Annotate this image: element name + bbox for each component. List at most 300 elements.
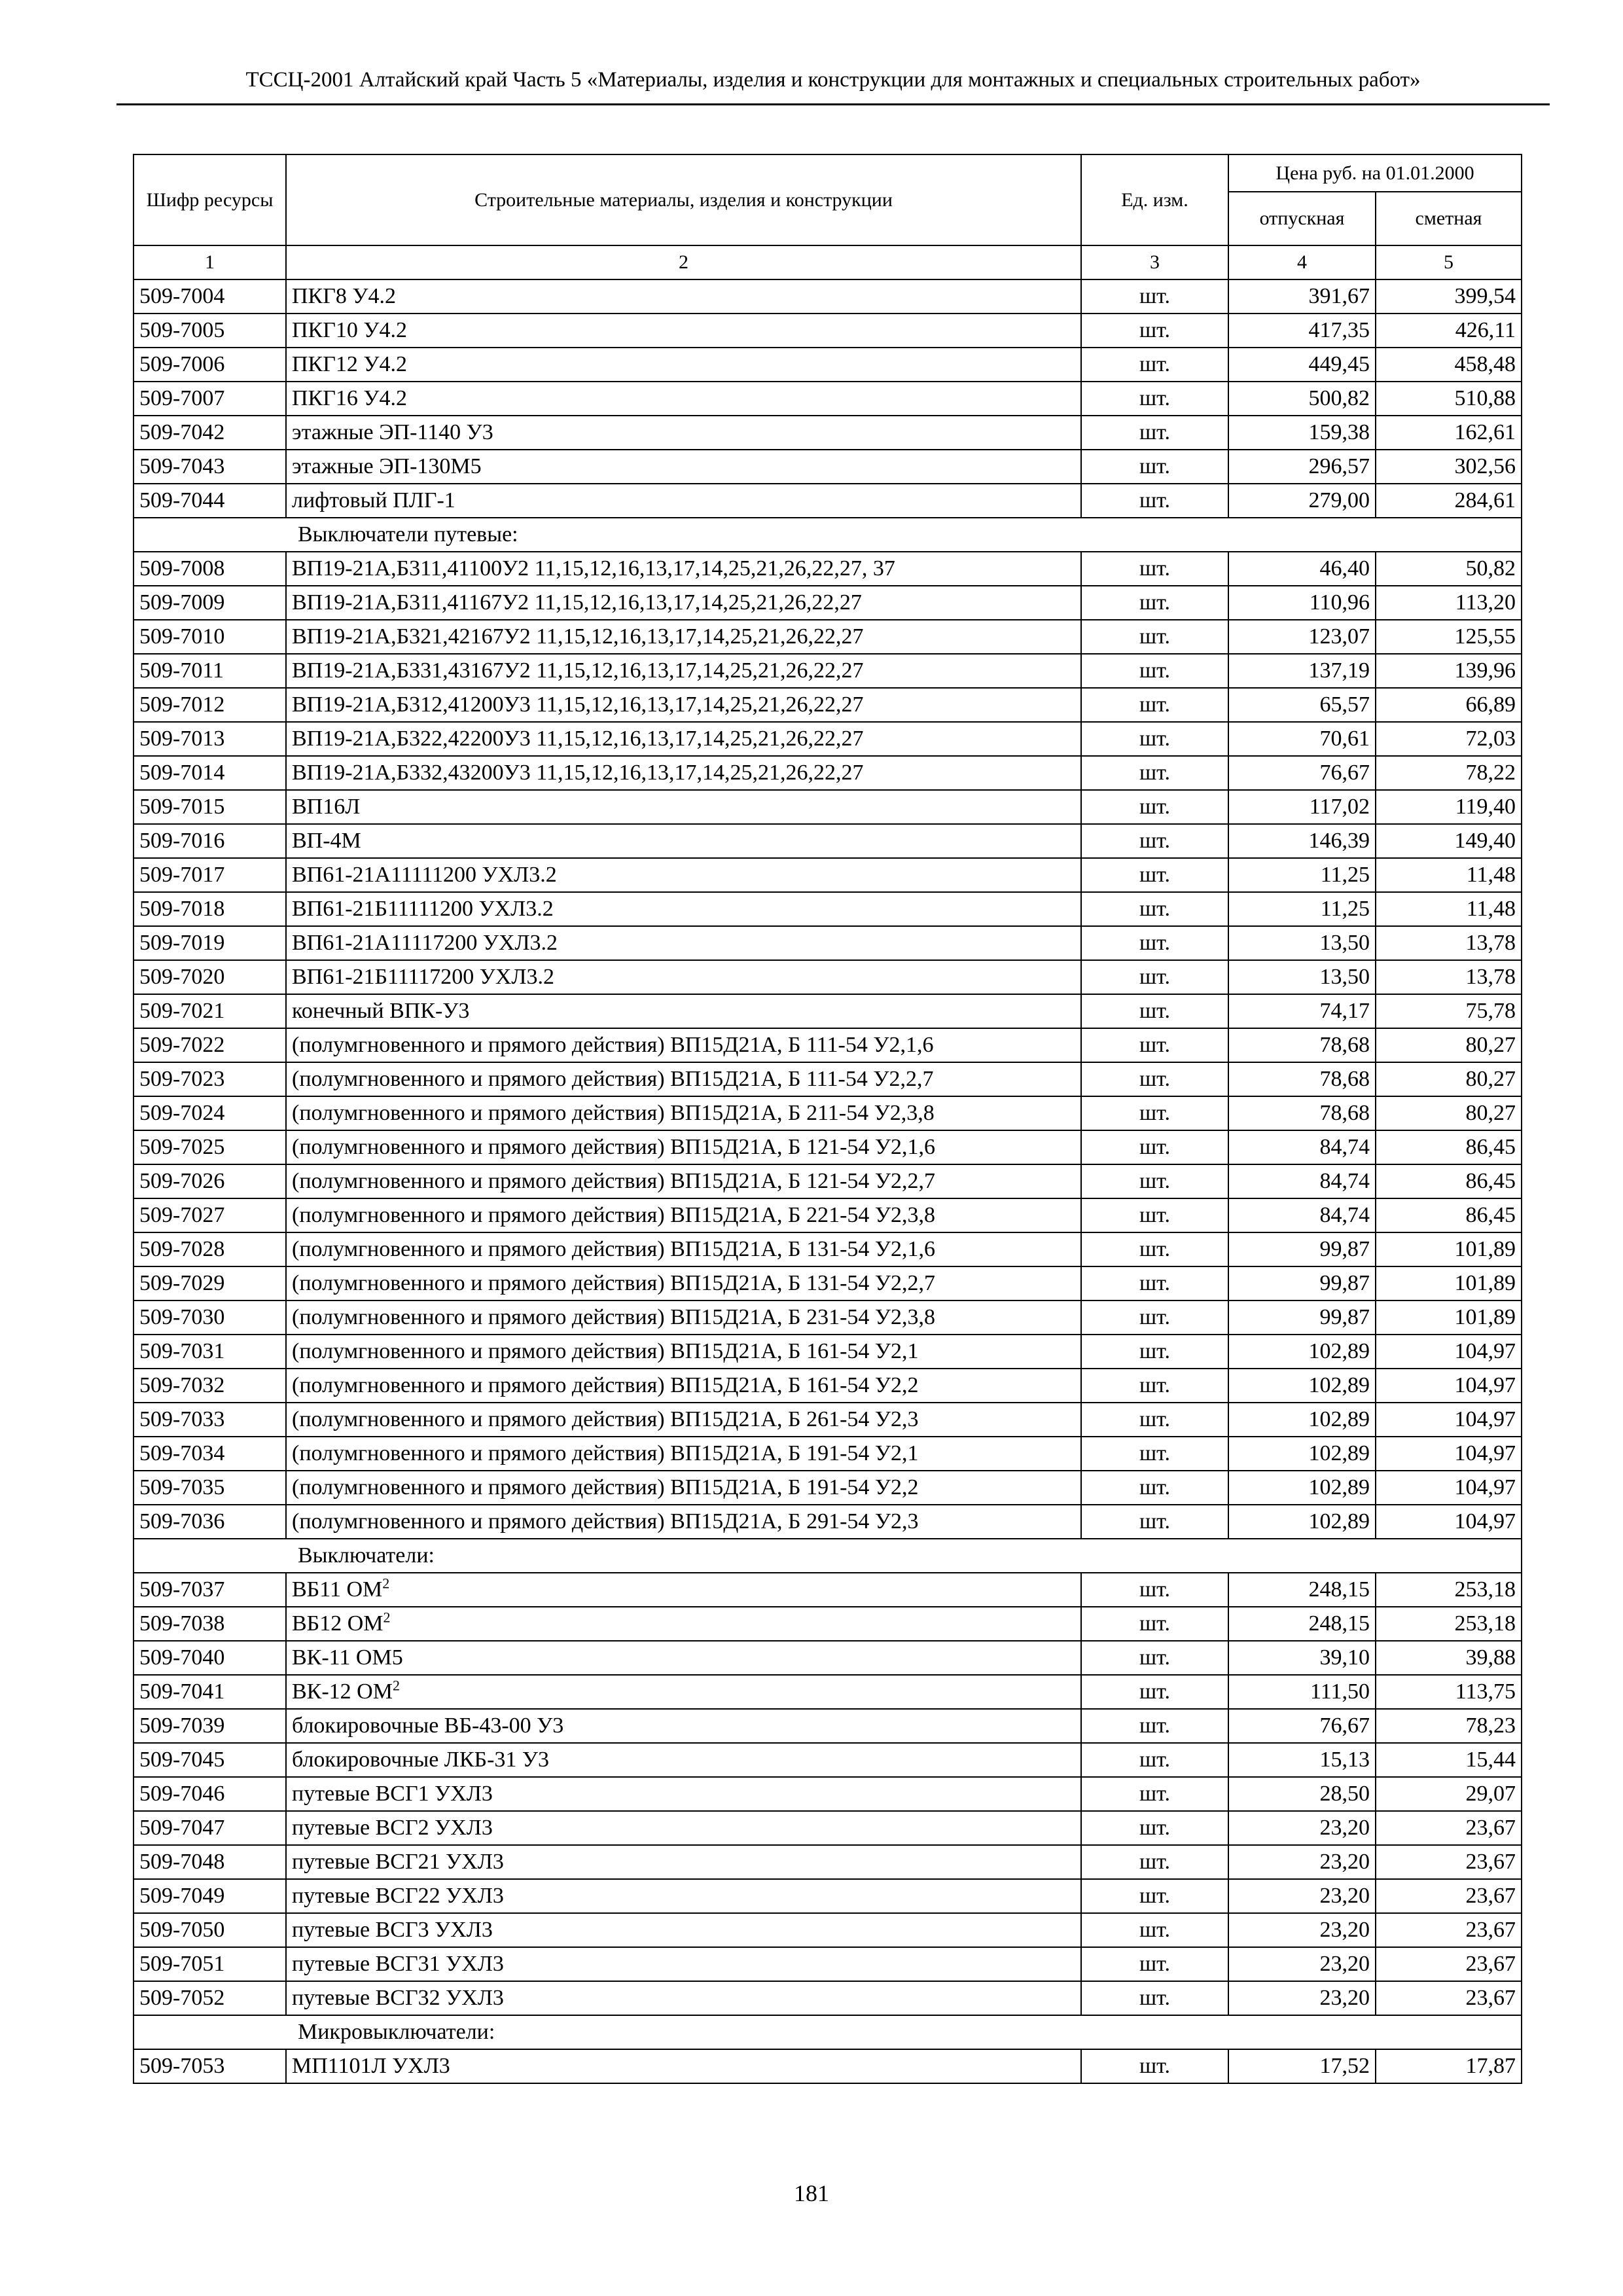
- row-code: 509-7017: [134, 858, 286, 892]
- row-name: (полумгновенного и прямого действия) ВП15Д21А, Б 161-54 У2,2: [286, 1369, 1081, 1403]
- header-release: отпускная: [1228, 192, 1376, 245]
- header-code: Шифр ресурсы: [134, 154, 286, 245]
- row-name: конечный ВПК-У3: [286, 994, 1081, 1028]
- table-row: [134, 1232, 1522, 1266]
- row-code: 509-7012: [134, 688, 286, 722]
- row-unit: шт.: [1081, 1198, 1228, 1232]
- row-unit: шт.: [1081, 1471, 1228, 1505]
- row-release-price: 102,89: [1228, 1505, 1376, 1539]
- row-unit: шт.: [1081, 654, 1228, 688]
- row-code: 509-7022: [134, 1028, 286, 1062]
- row-code: 509-7039: [134, 1709, 286, 1743]
- row-code: 509-7042: [134, 416, 286, 450]
- table-row: [134, 1369, 1522, 1403]
- row-code: 509-7004: [134, 279, 286, 314]
- row-estimate-price: 29,07: [1376, 1777, 1522, 1811]
- row-code: 509-7037: [134, 1573, 286, 1607]
- column-number: 4: [1228, 245, 1376, 279]
- row-name: ВП19-21А,Б322,42200У3 11,15,12,16,13,17,14,25,21,26,22,27: [286, 722, 1081, 756]
- row-unit: шт.: [1081, 1879, 1228, 1913]
- table-row: [134, 1335, 1522, 1369]
- table-row: [134, 1505, 1522, 1539]
- row-estimate-price: 13,78: [1376, 926, 1522, 960]
- row-name: (полумгновенного и прямого действия) ВП15Д21А, Б 111-54 У2,2,7: [286, 1062, 1081, 1096]
- table-row: [134, 484, 1522, 518]
- row-estimate-price: 66,89: [1376, 688, 1522, 722]
- row-estimate-price: 72,03: [1376, 722, 1522, 756]
- row-release-price: 76,67: [1228, 756, 1376, 790]
- row-release-price: 23,20: [1228, 1811, 1376, 1845]
- row-release-price: 102,89: [1228, 1335, 1376, 1369]
- row-release-price: 84,74: [1228, 1164, 1376, 1198]
- row-unit: шт.: [1081, 1437, 1228, 1471]
- row-code: 509-7049: [134, 1879, 286, 1913]
- column-number: 2: [286, 245, 1081, 279]
- row-estimate-price: 23,67: [1376, 1981, 1522, 2015]
- row-unit: шт.: [1081, 1947, 1228, 1981]
- row-name: ПКГ12 У4.2: [286, 348, 1081, 382]
- row-estimate-price: 104,97: [1376, 1335, 1522, 1369]
- row-name: ВП19-21А,Б331,43167У2 11,15,12,16,13,17,14,25,21,26,22,27: [286, 654, 1081, 688]
- row-unit: шт.: [1081, 416, 1228, 450]
- table-row: [134, 756, 1522, 790]
- row-unit: шт.: [1081, 314, 1228, 348]
- table-row: [134, 688, 1522, 722]
- table-row: [134, 279, 1522, 314]
- row-estimate-price: 86,45: [1376, 1130, 1522, 1164]
- row-release-price: 102,89: [1228, 1403, 1376, 1437]
- row-release-price: 13,50: [1228, 926, 1376, 960]
- row-code: 509-7046: [134, 1777, 286, 1811]
- row-estimate-price: 458,48: [1376, 348, 1522, 382]
- row-code: 509-7043: [134, 450, 286, 484]
- row-estimate-price: 426,11: [1376, 314, 1522, 348]
- row-release-price: 28,50: [1228, 1777, 1376, 1811]
- row-code: 509-7027: [134, 1198, 286, 1232]
- price-table: [133, 154, 1522, 2084]
- row-unit: шт.: [1081, 1300, 1228, 1335]
- header-price-group: Цена руб. на 01.01.2000: [1228, 154, 1522, 192]
- row-release-price: 102,89: [1228, 1437, 1376, 1471]
- row-estimate-price: 149,40: [1376, 824, 1522, 858]
- row-name: путевые ВСГ3 УХЛ3: [286, 1913, 1081, 1947]
- row-release-price: 248,15: [1228, 1607, 1376, 1641]
- row-release-price: 17,52: [1228, 2049, 1376, 2083]
- table-row: [134, 314, 1522, 348]
- table-row: [134, 1130, 1522, 1164]
- row-name: (полумгновенного и прямого действия) ВП15Д21А, Б 121-54 У2,1,6: [286, 1130, 1081, 1164]
- row-estimate-price: 510,88: [1376, 382, 1522, 416]
- row-name-text: ВБ11 ОМ: [292, 1577, 383, 1602]
- row-code: 509-7013: [134, 722, 286, 756]
- row-name: (полумгновенного и прямого действия) ВП15Д21А, Б 291-54 У2,3: [286, 1505, 1081, 1539]
- row-unit: шт.: [1081, 552, 1228, 586]
- row-estimate-price: 101,89: [1376, 1266, 1522, 1300]
- row-estimate-price: 104,97: [1376, 1403, 1522, 1437]
- row-unit: шт.: [1081, 586, 1228, 620]
- row-code: 509-7040: [134, 1641, 286, 1675]
- row-release-price: 391,67: [1228, 279, 1376, 314]
- row-name: (полумгновенного и прямого действия) ВП15Д21А, Б 131-54 У2,2,7: [286, 1266, 1081, 1300]
- row-code: 509-7050: [134, 1913, 286, 1947]
- row-release-price: 74,17: [1228, 994, 1376, 1028]
- row-code: 509-7005: [134, 314, 286, 348]
- row-estimate-price: 399,54: [1376, 279, 1522, 314]
- row-release-price: 23,20: [1228, 1879, 1376, 1913]
- row-name: [286, 1607, 1081, 1641]
- row-estimate-price: 139,96: [1376, 654, 1522, 688]
- section-row: [134, 518, 1522, 552]
- row-name: МП1101Л УХЛ3: [286, 2049, 1081, 2083]
- row-unit: шт.: [1081, 824, 1228, 858]
- row-unit: шт.: [1081, 279, 1228, 314]
- table-row: [134, 1607, 1522, 1641]
- row-name: ВП19-21А,Б311,41167У2 11,15,12,16,13,17,14,25,21,26,22,27: [286, 586, 1081, 620]
- table-row: [134, 1947, 1522, 1981]
- section-title: Микровыключатели:: [134, 2015, 1522, 2049]
- row-release-price: 159,38: [1228, 416, 1376, 450]
- row-code: 509-7030: [134, 1300, 286, 1335]
- row-code: 509-7010: [134, 620, 286, 654]
- row-unit: шт.: [1081, 484, 1228, 518]
- row-code: 509-7023: [134, 1062, 286, 1096]
- row-estimate-price: 104,97: [1376, 1437, 1522, 1471]
- row-unit: шт.: [1081, 1403, 1228, 1437]
- row-name: (полумгновенного и прямого действия) ВП15Д21А, Б 131-54 У2,1,6: [286, 1232, 1081, 1266]
- header-name: Строительные материалы, изделия и конструкции: [286, 154, 1081, 245]
- row-name: этажные ЭП-130М5: [286, 450, 1081, 484]
- column-number: 1: [134, 245, 286, 279]
- row-code: 509-7028: [134, 1232, 286, 1266]
- row-code: 509-7035: [134, 1471, 286, 1505]
- row-code: 509-7051: [134, 1947, 286, 1981]
- row-release-price: 102,89: [1228, 1471, 1376, 1505]
- row-estimate-price: 104,97: [1376, 1471, 1522, 1505]
- row-code: 509-7025: [134, 1130, 286, 1164]
- table-body: [134, 279, 1522, 2083]
- row-release-price: 99,87: [1228, 1232, 1376, 1266]
- row-name: ВП61-21А11117200 УХЛ3.2: [286, 926, 1081, 960]
- row-code: 509-7033: [134, 1403, 286, 1437]
- table-row: [134, 1300, 1522, 1335]
- row-unit: шт.: [1081, 994, 1228, 1028]
- table-row: [134, 1062, 1522, 1096]
- row-unit: шт.: [1081, 1369, 1228, 1403]
- row-unit: шт.: [1081, 1777, 1228, 1811]
- row-estimate-price: 104,97: [1376, 1505, 1522, 1539]
- row-estimate-price: 15,44: [1376, 1743, 1522, 1777]
- row-release-price: 76,67: [1228, 1709, 1376, 1743]
- table-row: [134, 382, 1522, 416]
- section-row: [134, 1539, 1522, 1573]
- row-estimate-price: 23,67: [1376, 1845, 1522, 1879]
- row-name: ВП19-21А,Б311,41100У2 11,15,12,16,13,17,14,25,21,26,22,27, 37: [286, 552, 1081, 586]
- table-row: [134, 1777, 1522, 1811]
- row-name: ПКГ8 У4.2: [286, 279, 1081, 314]
- row-release-price: 84,74: [1228, 1130, 1376, 1164]
- table-row: [134, 1709, 1522, 1743]
- row-unit: шт.: [1081, 1266, 1228, 1300]
- row-name: блокировочные ЛКБ-31 У3: [286, 1743, 1081, 1777]
- row-release-price: 279,00: [1228, 484, 1376, 518]
- row-release-price: 23,20: [1228, 1947, 1376, 1981]
- table-row: [134, 790, 1522, 824]
- row-code: 509-7034: [134, 1437, 286, 1471]
- row-name-superscript: 2: [383, 1609, 391, 1626]
- header-rule: [116, 103, 1550, 105]
- row-release-price: 123,07: [1228, 620, 1376, 654]
- row-unit: шт.: [1081, 1573, 1228, 1607]
- row-release-price: 46,40: [1228, 552, 1376, 586]
- row-unit: шт.: [1081, 1505, 1228, 1539]
- row-unit: шт.: [1081, 1335, 1228, 1369]
- row-code: 509-7029: [134, 1266, 286, 1300]
- row-unit: шт.: [1081, 688, 1228, 722]
- row-code: 509-7024: [134, 1096, 286, 1130]
- row-code: 509-7032: [134, 1369, 286, 1403]
- row-unit: шт.: [1081, 450, 1228, 484]
- row-estimate-price: 101,89: [1376, 1300, 1522, 1335]
- table-row: [134, 1437, 1522, 1471]
- row-release-price: 11,25: [1228, 892, 1376, 926]
- row-unit: шт.: [1081, 1981, 1228, 2015]
- row-unit: шт.: [1081, 1130, 1228, 1164]
- row-release-price: 78,68: [1228, 1028, 1376, 1062]
- row-code: 509-7018: [134, 892, 286, 926]
- row-release-price: 137,19: [1228, 654, 1376, 688]
- row-estimate-price: 86,45: [1376, 1198, 1522, 1232]
- row-unit: шт.: [1081, 2049, 1228, 2083]
- header-estimate: сметная: [1376, 192, 1522, 245]
- row-name: путевые ВСГ1 УХЛ3: [286, 1777, 1081, 1811]
- row-estimate-price: 80,27: [1376, 1028, 1522, 1062]
- row-estimate-price: 11,48: [1376, 892, 1522, 926]
- row-estimate-price: 104,97: [1376, 1369, 1522, 1403]
- table-row: [134, 960, 1522, 994]
- row-name: ВП19-21А,Б321,42167У2 11,15,12,16,13,17,14,25,21,26,22,27: [286, 620, 1081, 654]
- table-row: [134, 1573, 1522, 1607]
- row-unit: шт.: [1081, 1164, 1228, 1198]
- row-estimate-price: 23,67: [1376, 1879, 1522, 1913]
- row-release-price: 78,68: [1228, 1096, 1376, 1130]
- row-code: 509-7026: [134, 1164, 286, 1198]
- row-estimate-price: 302,56: [1376, 450, 1522, 484]
- row-name-superscript: 2: [392, 1677, 400, 1694]
- table-row: [134, 586, 1522, 620]
- row-code: 509-7031: [134, 1335, 286, 1369]
- row-name: лифтовый ПЛГ-1: [286, 484, 1081, 518]
- row-release-price: 117,02: [1228, 790, 1376, 824]
- table-row: [134, 620, 1522, 654]
- row-code: 509-7020: [134, 960, 286, 994]
- row-estimate-price: 125,55: [1376, 620, 1522, 654]
- row-release-price: 23,20: [1228, 1981, 1376, 2015]
- row-unit: шт.: [1081, 1062, 1228, 1096]
- table-row: [134, 552, 1522, 586]
- table-row: [134, 1641, 1522, 1675]
- row-unit: шт.: [1081, 1096, 1228, 1130]
- table-row: [134, 654, 1522, 688]
- table-row: [134, 2049, 1522, 2083]
- row-name: (полумгновенного и прямого действия) ВП15Д21А, Б 121-54 У2,2,7: [286, 1164, 1081, 1198]
- row-code: 509-7006: [134, 348, 286, 382]
- row-name: путевые ВСГ21 УХЛ3: [286, 1845, 1081, 1879]
- table-row: [134, 1198, 1522, 1232]
- table-row: [134, 348, 1522, 382]
- row-name: путевые ВСГ32 УХЛ3: [286, 1981, 1081, 2015]
- row-unit: шт.: [1081, 926, 1228, 960]
- row-estimate-price: 23,67: [1376, 1913, 1522, 1947]
- row-name-superscript: 2: [382, 1575, 390, 1592]
- table-row: [134, 1913, 1522, 1947]
- row-code: 509-7014: [134, 756, 286, 790]
- row-release-price: 99,87: [1228, 1266, 1376, 1300]
- table-row: [134, 994, 1522, 1028]
- row-name-text: ВБ12 ОМ: [292, 1611, 383, 1636]
- table-row: [134, 1266, 1522, 1300]
- row-release-price: 500,82: [1228, 382, 1376, 416]
- row-estimate-price: 162,61: [1376, 416, 1522, 450]
- row-name: (полумгновенного и прямого действия) ВП15Д21А, Б 221-54 У2,3,8: [286, 1198, 1081, 1232]
- row-unit: шт.: [1081, 1709, 1228, 1743]
- row-code: 509-7053: [134, 2049, 286, 2083]
- row-unit: шт.: [1081, 1232, 1228, 1266]
- row-estimate-price: 50,82: [1376, 552, 1522, 586]
- table-row: [134, 1981, 1522, 2015]
- row-release-price: 39,10: [1228, 1641, 1376, 1675]
- row-unit: шт.: [1081, 722, 1228, 756]
- row-unit: шт.: [1081, 1028, 1228, 1062]
- row-release-price: 78,68: [1228, 1062, 1376, 1096]
- section-title: Выключатели путевые:: [134, 518, 1522, 552]
- table-row: [134, 1096, 1522, 1130]
- row-name: ВП61-21Б11111200 УХЛ3.2: [286, 892, 1081, 926]
- table-row: [134, 722, 1522, 756]
- table-row: [134, 1743, 1522, 1777]
- table-row: [134, 858, 1522, 892]
- row-release-price: 296,57: [1228, 450, 1376, 484]
- row-name-text: ВК-12 ОМ: [292, 1679, 393, 1704]
- row-release-price: 248,15: [1228, 1573, 1376, 1607]
- table-row: [134, 416, 1522, 450]
- row-unit: шт.: [1081, 790, 1228, 824]
- row-name: этажные ЭП-1140 У3: [286, 416, 1081, 450]
- row-code: 509-7041: [134, 1675, 286, 1709]
- row-unit: шт.: [1081, 620, 1228, 654]
- row-release-price: 65,57: [1228, 688, 1376, 722]
- row-estimate-price: 284,61: [1376, 484, 1522, 518]
- row-estimate-price: 86,45: [1376, 1164, 1522, 1198]
- row-name: путевые ВСГ22 УХЛ3: [286, 1879, 1081, 1913]
- table-row: [134, 1164, 1522, 1198]
- row-release-price: 13,50: [1228, 960, 1376, 994]
- row-name: (полумгновенного и прямого действия) ВП15Д21А, Б 191-54 У2,2: [286, 1471, 1081, 1505]
- row-estimate-price: 23,67: [1376, 1947, 1522, 1981]
- row-code: 509-7044: [134, 484, 286, 518]
- row-name: ВП19-21А,Б312,41200У3 11,15,12,16,13,17,14,25,21,26,22,27: [286, 688, 1081, 722]
- row-release-price: 15,13: [1228, 1743, 1376, 1777]
- row-estimate-price: 78,22: [1376, 756, 1522, 790]
- row-name: ВП61-21Б11117200 УХЛ3.2: [286, 960, 1081, 994]
- row-unit: шт.: [1081, 1845, 1228, 1879]
- row-estimate-price: 78,23: [1376, 1709, 1522, 1743]
- row-code: 509-7036: [134, 1505, 286, 1539]
- row-name: ВП61-21А11111200 УХЛ3.2: [286, 858, 1081, 892]
- row-name: ВП19-21А,Б332,43200У3 11,15,12,16,13,17,14,25,21,26,22,27: [286, 756, 1081, 790]
- table-row: [134, 926, 1522, 960]
- row-code: 509-7011: [134, 654, 286, 688]
- row-unit: шт.: [1081, 892, 1228, 926]
- row-estimate-price: 253,18: [1376, 1607, 1522, 1641]
- row-unit: шт.: [1081, 382, 1228, 416]
- row-name: (полумгновенного и прямого действия) ВП15Д21А, Б 261-54 У2,3: [286, 1403, 1081, 1437]
- row-estimate-price: 75,78: [1376, 994, 1522, 1028]
- row-release-price: 99,87: [1228, 1300, 1376, 1335]
- row-release-price: 110,96: [1228, 586, 1376, 620]
- row-name: ВП-4М: [286, 824, 1081, 858]
- row-code: 509-7019: [134, 926, 286, 960]
- row-estimate-price: 113,75: [1376, 1675, 1522, 1709]
- row-code: 509-7048: [134, 1845, 286, 1879]
- row-code: 509-7015: [134, 790, 286, 824]
- row-name: (полумгновенного и прямого действия) ВП15Д21А, Б 191-54 У2,1: [286, 1437, 1081, 1471]
- table-row: [134, 1028, 1522, 1062]
- table-row: [134, 1845, 1522, 1879]
- row-unit: шт.: [1081, 348, 1228, 382]
- row-estimate-price: 39,88: [1376, 1641, 1522, 1675]
- row-release-price: 84,74: [1228, 1198, 1376, 1232]
- table-row: [134, 1471, 1522, 1505]
- row-code: 509-7007: [134, 382, 286, 416]
- row-unit: шт.: [1081, 858, 1228, 892]
- row-code: 509-7047: [134, 1811, 286, 1845]
- row-release-price: 146,39: [1228, 824, 1376, 858]
- row-name: блокировочные ВБ-43-00 У3: [286, 1709, 1081, 1743]
- row-estimate-price: 101,89: [1376, 1232, 1522, 1266]
- row-unit: шт.: [1081, 1607, 1228, 1641]
- row-name: путевые ВСГ31 УХЛ3: [286, 1947, 1081, 1981]
- table-row: [134, 892, 1522, 926]
- table-row: [134, 1811, 1522, 1845]
- table-row: [134, 1879, 1522, 1913]
- row-code: 509-7021: [134, 994, 286, 1028]
- table-row: [134, 1403, 1522, 1437]
- row-name: (полумгновенного и прямого действия) ВП15Д21А, Б 161-54 У2,1: [286, 1335, 1081, 1369]
- row-release-price: 417,35: [1228, 314, 1376, 348]
- row-estimate-price: 23,67: [1376, 1811, 1522, 1845]
- row-estimate-price: 113,20: [1376, 586, 1522, 620]
- row-name: (полумгновенного и прямого действия) ВП15Д21А, Б 111-54 У2,1,6: [286, 1028, 1081, 1062]
- row-name: ВК-11 ОМ5: [286, 1641, 1081, 1675]
- table-row: [134, 1675, 1522, 1709]
- row-release-price: 102,89: [1228, 1369, 1376, 1403]
- row-name: (полумгновенного и прямого действия) ВП15Д21А, Б 211-54 У2,3,8: [286, 1096, 1081, 1130]
- row-code: 509-7038: [134, 1607, 286, 1641]
- row-name: (полумгновенного и прямого действия) ВП15Д21А, Б 231-54 У2,3,8: [286, 1300, 1081, 1335]
- row-unit: шт.: [1081, 1675, 1228, 1709]
- row-name: [286, 1573, 1081, 1607]
- row-name: [286, 1675, 1081, 1709]
- header-unit: Ед. изм.: [1081, 154, 1228, 245]
- row-name: ПКГ16 У4.2: [286, 382, 1081, 416]
- section-title: Выключатели:: [134, 1539, 1522, 1573]
- page-number: 181: [794, 2180, 829, 2206]
- table-row: [134, 824, 1522, 858]
- row-code: 509-7045: [134, 1743, 286, 1777]
- row-release-price: 449,45: [1228, 348, 1376, 382]
- row-unit: шт.: [1081, 756, 1228, 790]
- row-release-price: 111,50: [1228, 1675, 1376, 1709]
